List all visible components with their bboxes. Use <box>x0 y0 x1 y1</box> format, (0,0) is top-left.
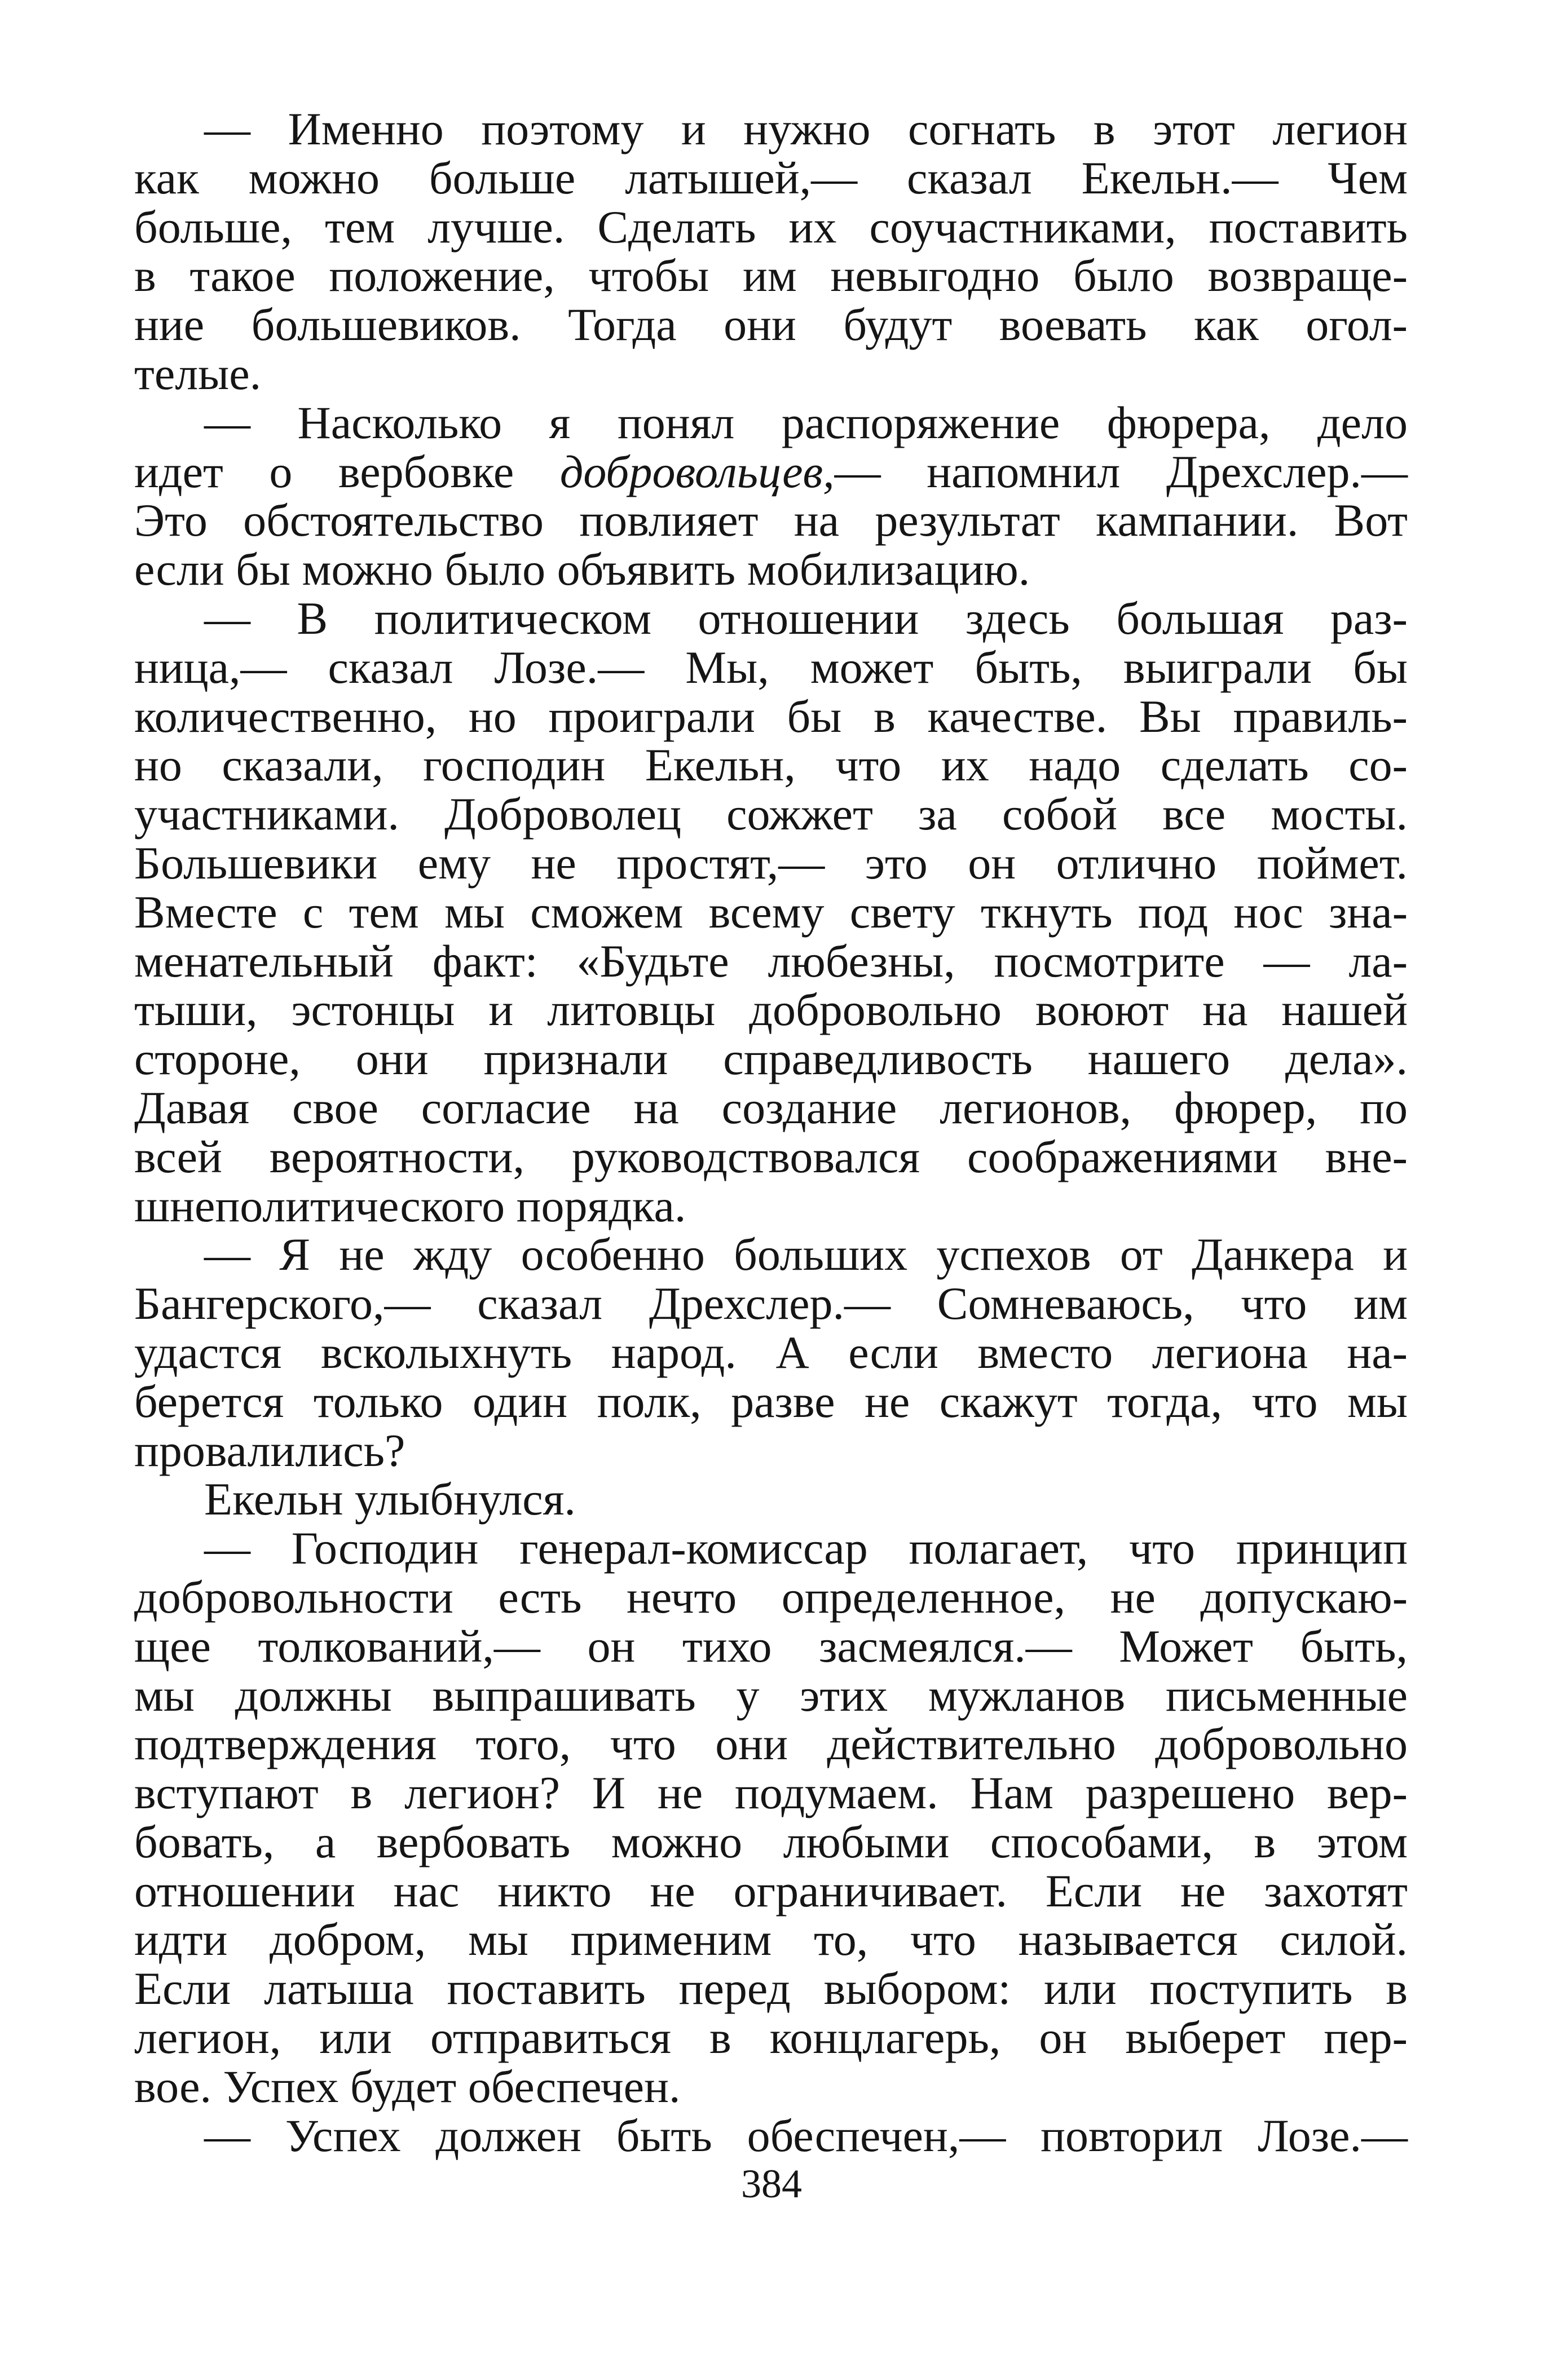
text-line: вое. Успех будет обеспечен. <box>134 2060 681 2112</box>
text-line: шнеполитического порядка. <box>134 1180 686 1231</box>
text-line: менательный факт: «Будьте любезны, посмотрите — ла- <box>134 935 1408 987</box>
text-line <box>134 445 1408 497</box>
text-line: Большевики ему не простят,— это он отлично поймет. <box>134 837 1408 889</box>
text-line: — В политическом отношении здесь большая раз- <box>204 592 1408 644</box>
page-number: 384 <box>741 2161 802 2206</box>
text-line: Это обстоятельство повлияет на результат кампании. Вот <box>134 494 1408 546</box>
text-line: — Господин генерал-комиссар полагает, что принцип <box>204 1522 1408 1574</box>
text-segment: идет о вербовке <box>134 445 560 497</box>
text-line: подтверждения того, что они действительно добровольно <box>134 1718 1408 1770</box>
text-line: идти добром, мы применим то, что называется силой. <box>134 1914 1408 1966</box>
text-line: количественно, но проиграли бы в качестве. Вы правиль- <box>134 690 1408 742</box>
text-line: если бы можно было объявить мобилизацию. <box>134 544 1030 595</box>
text-line: — Насколько я понял распоряжение фюрера, дело <box>204 396 1408 448</box>
text-line: — Успех должен быть обеспечен,— повторил Лозе.— <box>204 2109 1408 2161</box>
text-line: ние большевиков. Тогда они будут воевать как огол- <box>134 299 1408 351</box>
text-line: ница,— сказал Лозе.— Мы, может быть, выиграли бы <box>134 641 1408 693</box>
text-line: но сказали, господин Екельн, что их надо сделать со- <box>134 739 1408 791</box>
text-line: участниками. Доброволец сожжет за собой все мосты. <box>134 788 1408 840</box>
text-line: как можно больше латышей,— сказал Екельн.— Чем <box>134 152 1408 204</box>
text-line: в такое положение, чтобы им невыгодно было возвраще- <box>134 250 1408 302</box>
text-line: щее толкований,— он тихо засмеялся.— Может быть, <box>134 1620 1408 1672</box>
text-line: вступают в легион? И не подумаем. Нам разрешено вер- <box>134 1767 1408 1819</box>
text-line: мы должны выпрашивать у этих мужланов письменные <box>134 1669 1408 1721</box>
text-line: больше, тем лучше. Сделать их соучастниками, поставить <box>134 201 1408 253</box>
text-line: провалились? <box>134 1424 405 1476</box>
text-line: берется только один полк, разве не скажут тогда, что мы <box>134 1375 1408 1427</box>
text-line: легион, или отправиться в концлагерь, он выберет пер- <box>134 2012 1408 2064</box>
text-line: тыши, эстонцы и литовцы добровольно воюют на нашей <box>134 984 1408 1036</box>
emphasized-word: добровольцев, <box>559 445 835 497</box>
text-line: добровольности есть нечто определенное, не допускаю- <box>134 1571 1408 1623</box>
text-line: стороне, они признали справедливость нашего дела». <box>134 1033 1408 1085</box>
text-line: бовать, а вербовать можно любыми способами, в этом <box>134 1816 1408 1867</box>
text-line: Если латыша поставить перед выбором: или поступить в <box>134 1963 1408 2015</box>
text-line: Вместе с тем мы сможем всему свету ткнуть под нос зна- <box>134 886 1408 938</box>
text-line: Бангерского,— сказал Дрехслер.— Сомневаюсь, что им <box>134 1278 1408 1330</box>
text-line: телые. <box>134 347 262 399</box>
text-segment: — напомнил Дрехслер.— <box>834 445 1408 497</box>
book-page-text <box>134 105 1408 2160</box>
text-line: удастся всколыхнуть народ. А если вместо легиона на- <box>134 1326 1408 1378</box>
text-line: отношении нас никто не ограничивает. Если не захотят <box>134 1865 1408 1917</box>
text-line: Екельн улыбнулся. <box>204 1473 576 1525</box>
text-line: всей вероятности, руководствовался соображениями вне- <box>134 1131 1408 1182</box>
text-line: — Я не жду особенно больших успехов от Данкера и <box>204 1229 1408 1280</box>
text-line: — Именно поэтому и нужно согнать в этот легион <box>204 103 1408 154</box>
text-line: Давая свое согласие на создание легионов, фюрер, по <box>134 1081 1408 1133</box>
